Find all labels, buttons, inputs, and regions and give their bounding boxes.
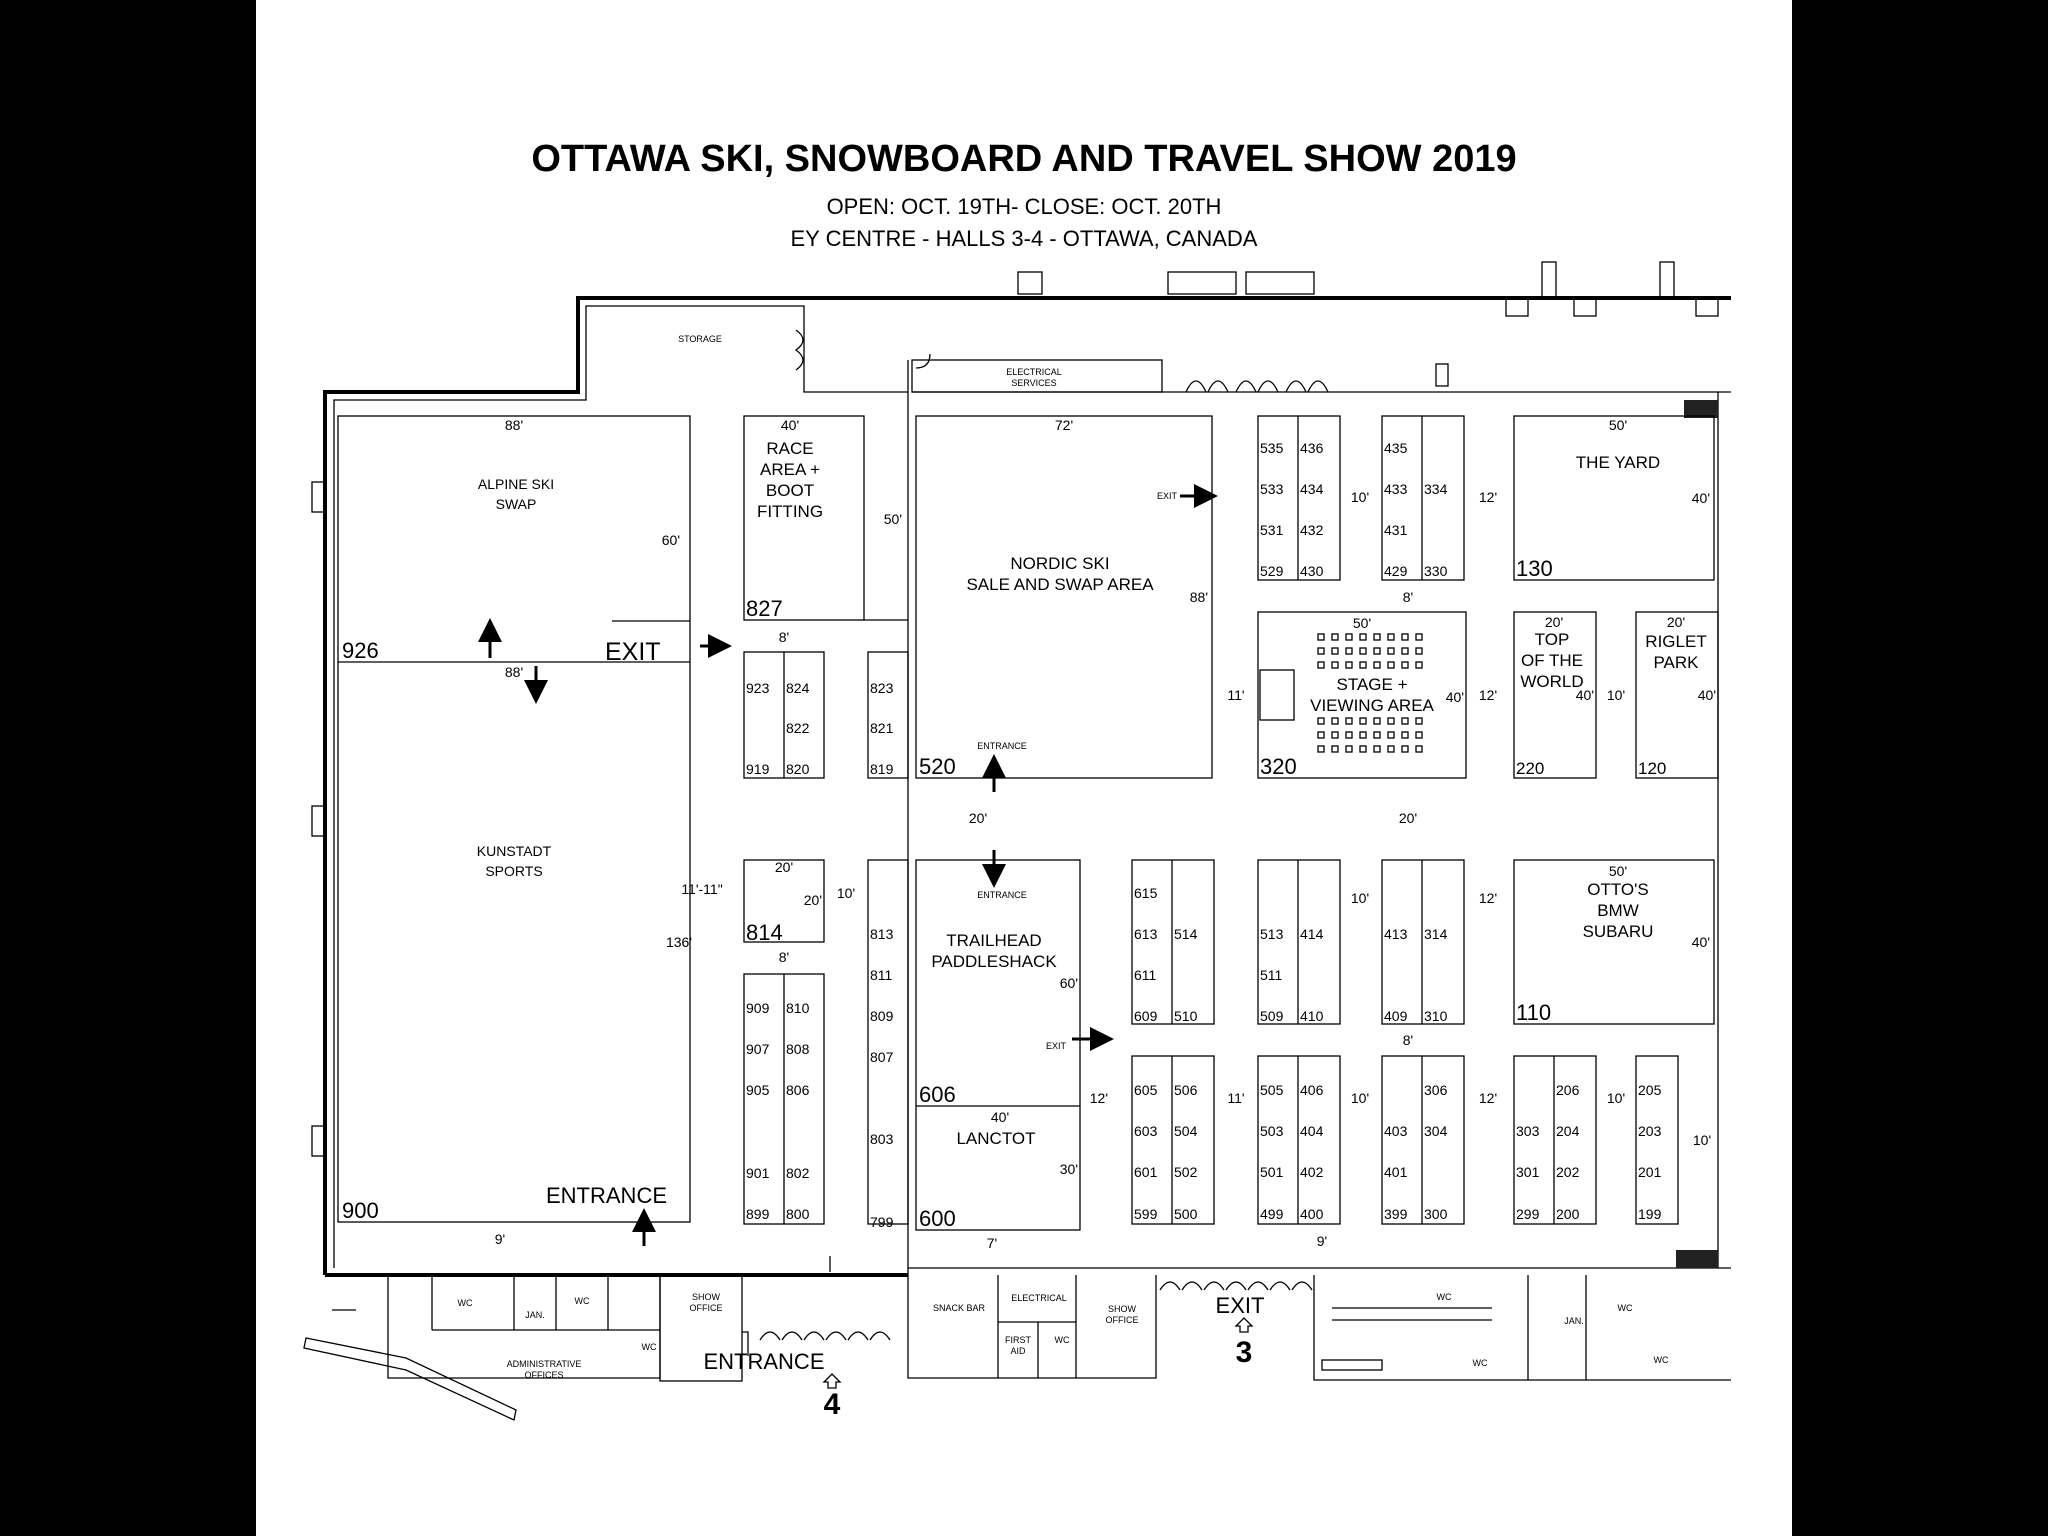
booth-535: 535	[1260, 440, 1284, 456]
booth-201: 201	[1638, 1164, 1662, 1180]
booth-300: 300	[1424, 1206, 1448, 1222]
map-title: OTTAWA SKI, SNOWBOARD AND TRAVEL SHOW 2019	[531, 138, 1517, 180]
booth-600: 600	[919, 1206, 956, 1231]
booth-520: 520	[919, 754, 956, 779]
race-area-label-2: AREA +	[759, 460, 821, 479]
dim-label: 40'	[990, 1109, 1010, 1125]
dim-label: 10'	[1692, 1132, 1712, 1148]
snack-bar-label: SNACK BAR	[932, 1303, 986, 1313]
booth-615: 615	[1134, 885, 1158, 901]
wc-label: WC	[1472, 1358, 1488, 1368]
race-area-label-4: FITTING	[756, 502, 824, 521]
entrance-4-number: 4	[823, 1388, 841, 1421]
booth-409: 409	[1384, 1008, 1408, 1024]
booth-110: 110	[1516, 1000, 1552, 1025]
dim-label: 12'	[1478, 890, 1498, 906]
booth-503: 503	[1260, 1123, 1284, 1139]
booth-505: 505	[1260, 1082, 1284, 1098]
top-of-world-label-3: WORLD	[1520, 672, 1584, 691]
exit-label: EXIT	[1156, 491, 1177, 501]
wc-label: WC	[1436, 1292, 1452, 1302]
booth-824: 824	[786, 680, 810, 696]
entrance-label: ENTRANCE	[546, 1183, 668, 1208]
booth-820: 820	[786, 761, 810, 777]
booth-529: 529	[1260, 563, 1284, 579]
dim-label: 10'	[1350, 890, 1370, 906]
entrance-label: ENTRANCE	[977, 890, 1027, 900]
booth-810: 810	[786, 1000, 810, 1016]
booth-807: 807	[870, 1049, 894, 1065]
dim-label: 10'	[836, 885, 856, 901]
dim-label: 9'	[494, 1231, 506, 1247]
booth-200: 200	[1556, 1206, 1580, 1222]
exit-3-number: 3	[1235, 1336, 1253, 1369]
dim-label: 88'	[504, 664, 524, 680]
show-office-label-1: SHOW	[692, 1292, 720, 1302]
booth-431: 431	[1384, 522, 1408, 538]
booth-823: 823	[870, 680, 894, 696]
booth-802: 802	[786, 1165, 810, 1181]
floor-plan-drawing	[256, 0, 1792, 1536]
wc-label: WC	[574, 1296, 590, 1306]
booth-501: 501	[1260, 1164, 1284, 1180]
dim-label: 88'	[1189, 589, 1208, 605]
arrow-up-icon	[1236, 1318, 1252, 1332]
booth-199: 199	[1638, 1206, 1662, 1222]
booth-511: 511	[1260, 967, 1283, 983]
dim-label: 11'	[1227, 687, 1245, 703]
ottos-label-1: OTTO'S	[1587, 880, 1649, 899]
booth-821: 821	[870, 720, 894, 736]
booth-301: 301	[1516, 1164, 1540, 1180]
booth-414: 414	[1300, 926, 1324, 942]
booth-433: 433	[1384, 481, 1408, 497]
booth-504: 504	[1174, 1123, 1198, 1139]
dim-label: 60'	[1059, 975, 1078, 991]
booth-429: 429	[1384, 563, 1408, 579]
booth-500: 500	[1174, 1206, 1198, 1222]
stage-label-2: VIEWING AREA	[1310, 696, 1434, 715]
dim-label: 30'	[1059, 1161, 1078, 1177]
booth-819: 819	[870, 761, 894, 777]
dim-label: 8'	[778, 949, 790, 965]
dim-label: 8'	[1402, 589, 1414, 605]
wc-label: WC	[1054, 1335, 1070, 1345]
dim-label: 8'	[778, 629, 790, 645]
booth-304: 304	[1424, 1123, 1448, 1139]
dim-label: 10'	[1350, 489, 1370, 505]
booth-803: 803	[870, 1131, 894, 1147]
dim-label: 88'	[504, 417, 524, 433]
booth-435: 435	[1384, 440, 1408, 456]
booth-334: 334	[1424, 481, 1448, 497]
wc-label: WC	[1617, 1303, 1633, 1313]
booth-320: 320	[1260, 754, 1297, 779]
booth-numbers-800s	[746, 680, 894, 1230]
kunstadt-sports-label-2: SPORTS	[485, 863, 543, 879]
booth-314: 314	[1424, 926, 1448, 942]
dim-label: 12'	[1478, 687, 1498, 703]
booth-514: 514	[1174, 926, 1198, 942]
map-venue: EY CENTRE - HALLS 3-4 - OTTAWA, CANADA	[790, 226, 1258, 251]
kunstadt-area-outline	[338, 416, 690, 1222]
riglet-park-label-2: PARK	[1653, 653, 1699, 672]
booth-926: 926	[342, 638, 379, 663]
booth-814: 814	[746, 920, 783, 945]
booth-605: 605	[1134, 1082, 1158, 1098]
entrance-4-label: ENTRANCE	[703, 1349, 825, 1374]
dim-label: 50'	[1608, 417, 1628, 433]
dim-label: 20'	[803, 892, 822, 908]
booth-808: 808	[786, 1041, 810, 1057]
alpine-ski-swap-label-1: ALPINE SKI	[477, 476, 555, 492]
dim-label: 40'	[1691, 490, 1710, 506]
lanctot-label: LANCTOT	[956, 1129, 1036, 1148]
booth-800: 800	[786, 1206, 810, 1222]
booth-599: 599	[1134, 1206, 1158, 1222]
dim-label: 11'	[1227, 1090, 1245, 1106]
dim-label: 12'	[1478, 1090, 1498, 1106]
dim-label: 20'	[1666, 614, 1686, 630]
booth-numbers-top-right	[1260, 440, 1448, 579]
booth-410: 410	[1300, 1008, 1324, 1024]
booth-613: 613	[1134, 926, 1158, 942]
booth-533: 533	[1260, 481, 1284, 497]
dim-label: 8'	[1402, 1032, 1414, 1048]
nordic-ski-area-outline	[916, 416, 1212, 778]
exit-label: EXIT	[605, 638, 661, 666]
booth-813: 813	[870, 926, 894, 942]
booth-919: 919	[746, 761, 770, 777]
booth-901: 901	[746, 1165, 770, 1181]
booth-506: 506	[1174, 1082, 1198, 1098]
kunstadt-sports-label-1: KUNSTADT	[476, 843, 552, 859]
the-yard-label: THE YARD	[1575, 453, 1661, 472]
booth-905: 905	[746, 1082, 770, 1098]
admin-offices-label-2: OFFICES	[524, 1370, 564, 1380]
dim-label: 50'	[883, 511, 902, 527]
exit-label: EXIT	[1045, 1041, 1066, 1051]
booth-206: 206	[1556, 1082, 1580, 1098]
booth-606: 606	[919, 1082, 956, 1107]
booth-130: 130	[1516, 556, 1553, 581]
top-of-world-label-2: OF THE	[1520, 651, 1584, 670]
show-office-label-1: SHOW	[1108, 1304, 1136, 1314]
janitor-label: JAN.	[525, 1310, 545, 1320]
admin-offices-label-1: ADMINISTRATIVE	[506, 1359, 582, 1369]
booth-220: 220	[1516, 759, 1545, 778]
dim-label: 20'	[968, 810, 988, 826]
booth-204: 204	[1556, 1123, 1580, 1139]
dim-label: 20'	[1398, 810, 1418, 826]
booth-531: 531	[1260, 522, 1284, 538]
booth-205: 205	[1638, 1082, 1662, 1098]
first-aid-label-2: AID	[1010, 1346, 1026, 1356]
dim-label: 40'	[1575, 687, 1594, 703]
floor-plan-sheet	[256, 0, 1792, 1536]
dim-label: 40'	[1697, 687, 1716, 703]
booth-203: 203	[1638, 1123, 1662, 1139]
booth-401: 401	[1384, 1164, 1408, 1180]
booth-413: 413	[1384, 926, 1408, 942]
dim-label: 12'	[1089, 1090, 1108, 1106]
dim-label: 50'	[1608, 863, 1628, 879]
dim-label: 10'	[1606, 1090, 1626, 1106]
dim-label: 11'-11"	[681, 881, 723, 897]
first-aid-label-1: FIRST	[1005, 1335, 1031, 1345]
booth-809: 809	[870, 1008, 894, 1024]
dim-label: 40'	[1691, 934, 1710, 950]
booth-330: 330	[1424, 563, 1448, 579]
dim-label: 60'	[661, 532, 680, 548]
show-office-label-2: OFFICE	[1105, 1315, 1139, 1325]
dim-label: 20'	[774, 859, 794, 875]
booth-306: 306	[1424, 1082, 1448, 1098]
exit-3-label: EXIT	[1215, 1293, 1265, 1318]
storage-room-label: STORAGE	[678, 334, 722, 344]
booth-403: 403	[1384, 1123, 1408, 1139]
dim-label: 12'	[1478, 489, 1498, 505]
booth-923: 923	[746, 680, 770, 696]
booth-900: 900	[342, 1198, 379, 1223]
booth-899: 899	[746, 1206, 770, 1222]
stage-label-1: STAGE +	[1336, 675, 1408, 694]
booth-202: 202	[1556, 1164, 1580, 1180]
booth-310: 310	[1424, 1008, 1448, 1024]
booth-430: 430	[1300, 563, 1324, 579]
entrance-label: ENTRANCE	[977, 741, 1027, 751]
top-of-world-label-1: TOP	[1534, 630, 1570, 649]
booth-502: 502	[1174, 1164, 1198, 1180]
booth-603: 603	[1134, 1123, 1158, 1139]
booth-509: 509	[1260, 1008, 1284, 1024]
nordic-label-2: SALE AND SWAP AREA	[966, 575, 1154, 594]
booth-907: 907	[746, 1041, 770, 1057]
booth-909: 909	[746, 1000, 770, 1016]
booth-499: 499	[1260, 1206, 1284, 1222]
booth-299: 299	[1516, 1206, 1540, 1222]
dim-label: 136'	[665, 934, 692, 950]
booth-601: 601	[1134, 1164, 1158, 1180]
wc-label: WC	[457, 1298, 473, 1308]
booth-404: 404	[1300, 1123, 1324, 1139]
ottos-label-3: SUBARU	[1582, 922, 1654, 941]
booth-402: 402	[1300, 1164, 1324, 1180]
dim-label: 10'	[1606, 687, 1626, 703]
dim-label: 40'	[1445, 689, 1464, 705]
booth-434: 434	[1300, 481, 1324, 497]
trailhead-label-2: PADDLESHACK	[931, 952, 1057, 971]
booth-513: 513	[1260, 926, 1284, 942]
race-area-label-3: BOOT	[765, 481, 815, 500]
booth-406: 406	[1300, 1082, 1324, 1098]
dim-label: 40'	[780, 417, 800, 433]
arrow-up-icon	[824, 1374, 840, 1388]
show-office-label-2: OFFICE	[689, 1303, 723, 1313]
map-dates: OPEN: OCT. 19TH- CLOSE: OCT. 20TH	[826, 194, 1222, 219]
dim-label: 20'	[1544, 614, 1564, 630]
riglet-park-label-1: RIGLET	[1645, 632, 1707, 651]
booth-806: 806	[786, 1082, 810, 1098]
dim-label: 7'	[986, 1235, 998, 1251]
janitor-label: JAN.	[1564, 1316, 1584, 1326]
electrical-services-label-1: ELECTRICAL	[1006, 367, 1062, 377]
trailhead-label-1: TRAILHEAD	[946, 931, 1042, 950]
wc-label: WC	[1653, 1355, 1669, 1365]
booth-303: 303	[1516, 1123, 1540, 1139]
booth-822: 822	[786, 720, 810, 736]
booth-400: 400	[1300, 1206, 1324, 1222]
booth-436: 436	[1300, 440, 1324, 456]
booth-609: 609	[1134, 1008, 1158, 1024]
electrical-room-label: ELECTRICAL	[1011, 1293, 1067, 1303]
booth-510: 510	[1174, 1008, 1198, 1024]
booth-432: 432	[1300, 522, 1324, 538]
dim-label: 72'	[1054, 417, 1074, 433]
dim-label: 50'	[1352, 615, 1372, 631]
alpine-ski-swap-label-2: SWAP	[495, 496, 537, 512]
booth-611: 611	[1134, 967, 1157, 983]
booth-811: 811	[870, 967, 893, 983]
booth-399: 399	[1384, 1206, 1408, 1222]
electrical-services-label-2: SERVICES	[1011, 378, 1057, 388]
ottos-label-2: BMW	[1597, 901, 1639, 920]
dim-label: 10'	[1350, 1090, 1370, 1106]
dim-label: 9'	[1316, 1233, 1328, 1249]
booth-827: 827	[746, 596, 783, 621]
race-area-label-1: RACE	[766, 439, 814, 458]
wc-label: WC	[641, 1342, 657, 1352]
booth-799: 799	[870, 1214, 894, 1230]
nordic-label-1: NORDIC SKI	[1010, 554, 1110, 573]
booth-120: 120	[1638, 759, 1667, 778]
